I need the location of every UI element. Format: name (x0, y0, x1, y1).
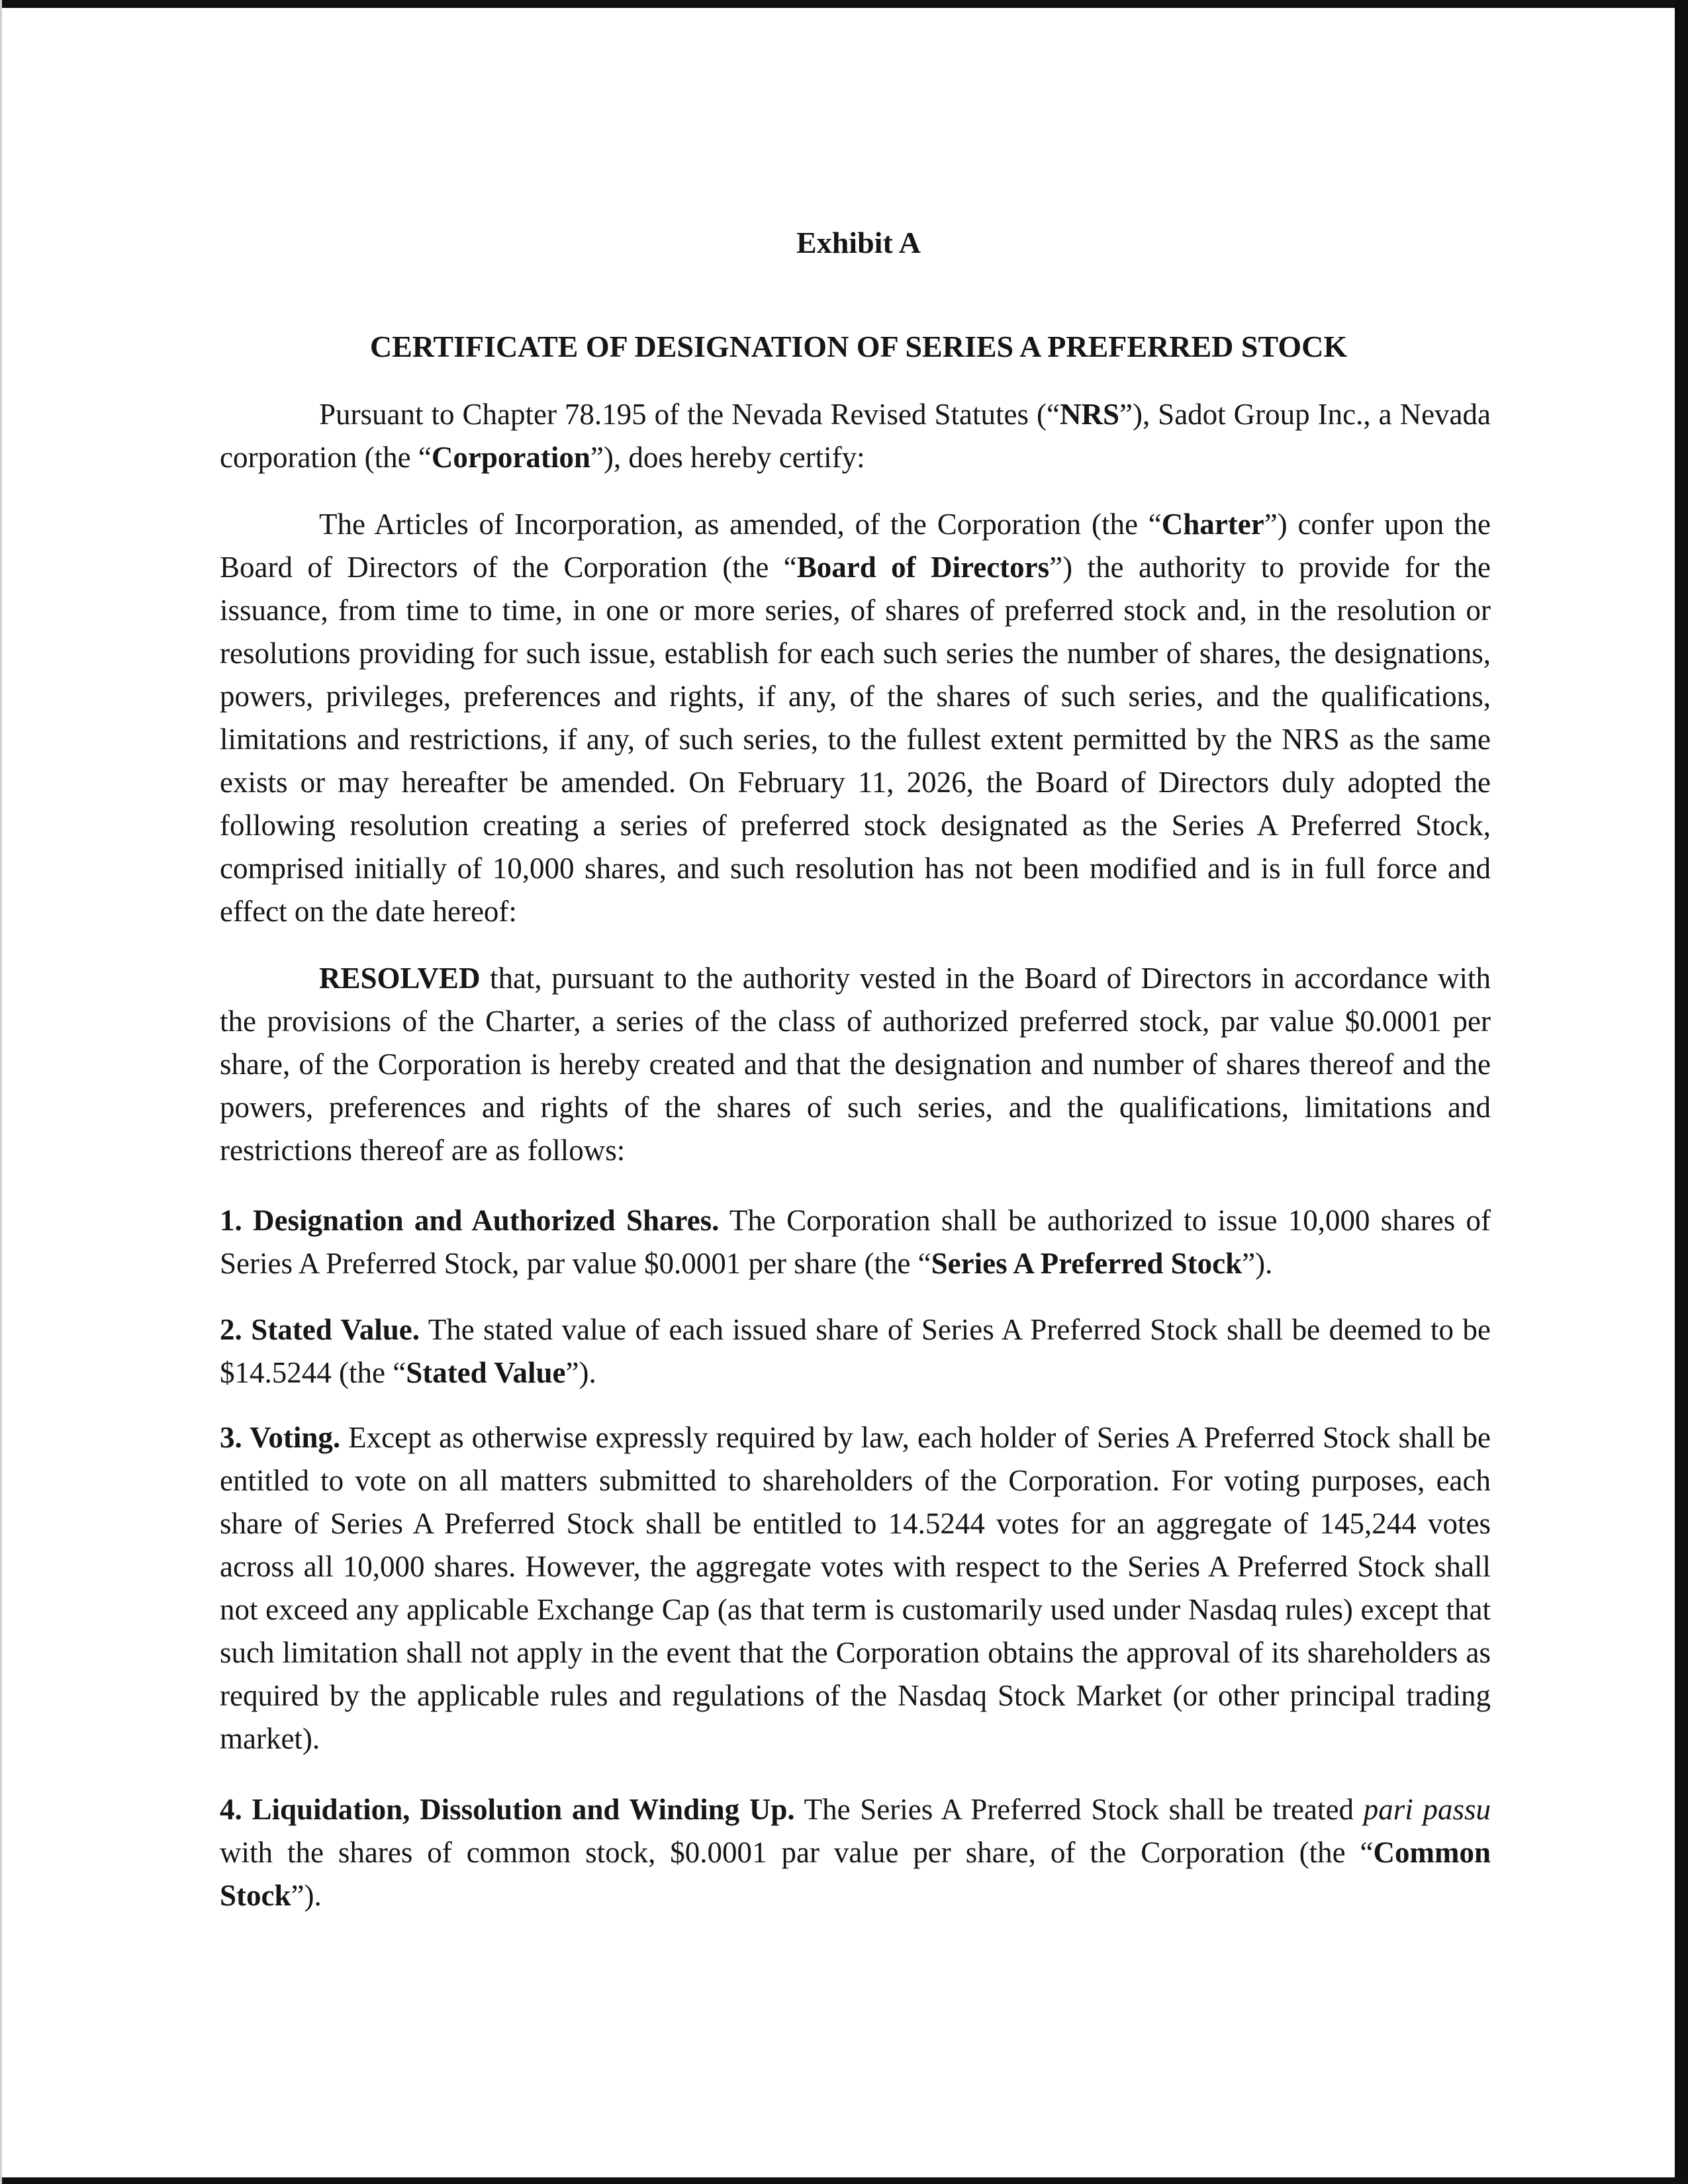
section-heading: 1. Designation and Authorized Shares. (220, 1204, 720, 1237)
section-heading: 2. Stated Value. (220, 1313, 420, 1346)
scan-top-border (0, 0, 1688, 8)
document-title: CERTIFICATE OF DESIGNATION OF SERIES A PREFERRED STOCK (369, 330, 1348, 363)
defined-term-corporation: Corporation (431, 441, 590, 474)
scan-left-edge (0, 0, 2, 2184)
defined-term-board-of-directors: Board of Directors (796, 551, 1050, 584)
scan-right-border (1675, 0, 1688, 2184)
exhibit-label: Exhibit A (796, 226, 921, 259)
defined-term-stated-value: Stated Value (406, 1356, 566, 1389)
defined-term-common-stock: Common Stock (220, 1836, 1491, 1912)
intro-paragraph: Pursuant to Chapter 78.195 of the Nevada Revised Statutes (“NRS”), Sadot Group Inc., a Nevada corporation (the “Corporation”), does hereby certify: (220, 398, 1491, 474)
scan-bottom-border (0, 2177, 1688, 2184)
section-voting: 3. Voting. Except as otherwise expressly required by law, each holder of Series A Preferred Stock shall be entitled to vote on all matters submitted to shareholders of the Corporation. For voting purposes, each share of Series A Preferred Stock shall be entitled to 14.5244 votes for an aggregate of 145,244 votes across all 10,000 shares. However, the aggregate votes with respect to the Series A Preferred Stock shall not exceed any applicable Exchange Cap (as that term is customarily used under Nasdaq rules) except that such limitation shall not apply in the event that the Corporation obtains the approval of its shareholders as required by the applicable rules and regulations of the Nasdaq Stock Market (or other principal trading market). (220, 1421, 1491, 1755)
resolved-keyword: RESOLVED (319, 962, 481, 995)
section-liquidation: 4. Liquidation, Dissolution and Winding Up. The Series A Preferred Stock shall be treated pari passu with the shares of common stock, $0.0001 par value per share, of the Corporation (the “Common Stock”). (220, 1793, 1491, 1912)
resolved-paragraph: RESOLVED that, pursuant to the authority vested in the Board of Directors in accordance with the provisions of the Charter, a series of the class of authorized preferred stock, par value $0.0001 per share, of the Corporation is hereby created and that the designation and number of shares thereof and the powers, preferences and rights of the shares of such series, and the qualifications, limitations and restrictions thereof are as follows: (220, 962, 1491, 1167)
section-heading: 4. Liquidation, Dissolution and Winding Up. (220, 1793, 795, 1826)
defined-term-nrs: NRS (1059, 398, 1119, 431)
defined-term-charter: Charter (1161, 508, 1264, 541)
section-heading: 3. Voting. (220, 1421, 341, 1454)
section-stated-value: 2. Stated Value. The stated value of each issued share of Series A Preferred Stock shall be deemed to be $14.5244 (the “Stated Value”). (220, 1313, 1491, 1389)
italic-term-pari-passu: pari passu (1363, 1793, 1491, 1826)
articles-paragraph: The Articles of Incorporation, as amended, of the Corporation (the “Charter”) confer upon the Board of Directors of the Corporation (the “Board of Directors”) the authority to provide for the issuance, from time to time, in one or more series, of shares of preferred stock and, in the resolution or resolutions providing for such issue, establish for each such series the number of shares, the designations, powers, privileges, preferences and rights, if any, of the shares of such series, and the qualifications, limitations and restrictions, if any, of such series, to the fullest extent permitted by the NRS as the same exists or may hereafter be amended. On February 11, 2026, the Board of Directors duly adopted the following resolution creating a series of preferred stock designated as the Series A Preferred Stock, comprised initially of 10,000 shares, and such resolution has not been modified and is in full force and effect on the date hereof: (220, 508, 1491, 928)
defined-term-series-a-preferred-stock: Series A Preferred Stock (931, 1247, 1243, 1280)
section-designation-and-authorized-shares: 1. Designation and Authorized Shares. The Corporation shall be authorized to issue 10,000 shares of Series A Preferred Stock, par value $0.0001 per share (the “Series A Preferred Stock”). (220, 1204, 1491, 1280)
